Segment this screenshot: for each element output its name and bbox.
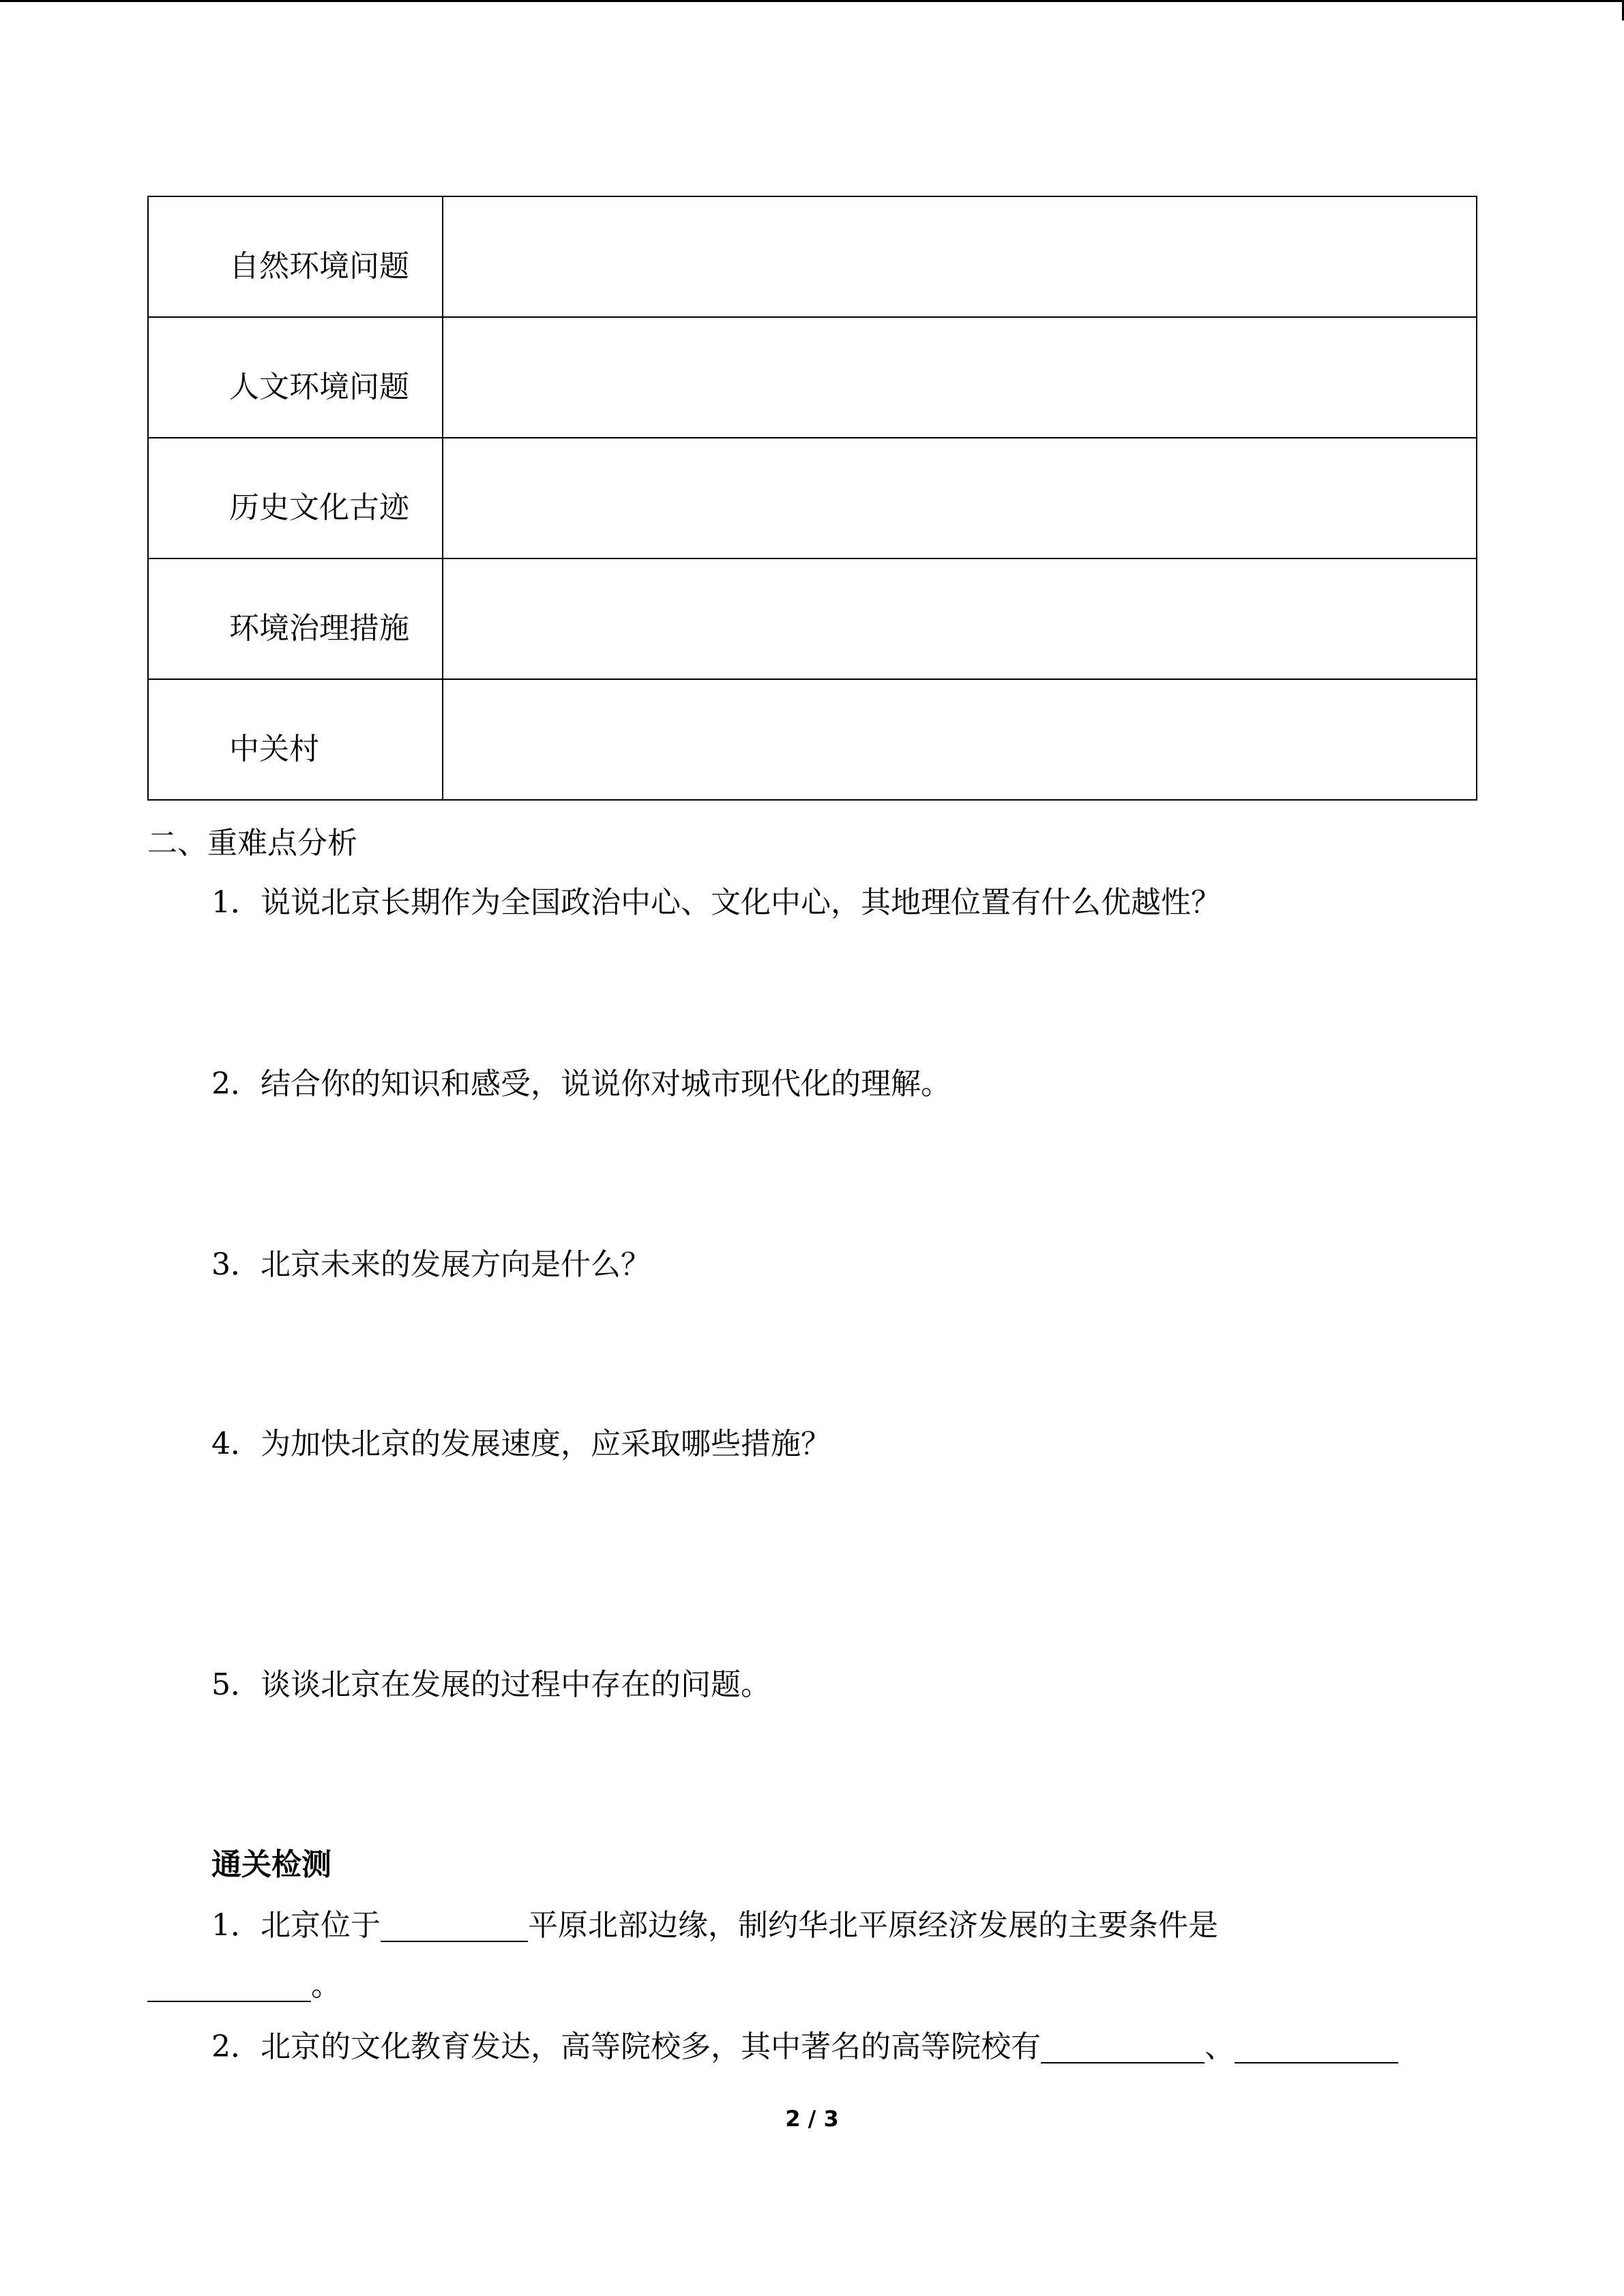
table-row — [148, 558, 1477, 679]
answer-cell[interactable] — [443, 558, 1477, 679]
analysis-question-2: 2．结合你的知识和感受，说说你对城市现代化的理解。 — [211, 1067, 951, 1101]
answer-field-environmental-measures[interactable] — [443, 559, 1476, 679]
question-text: 平原北部边缘，制约华北平原经济发展的主要条件是 — [528, 1908, 1218, 1943]
row-label: 环境治理措施 — [148, 558, 443, 679]
page-number: 2 / 3 — [785, 2106, 839, 2132]
question-text: 。 — [311, 1968, 341, 2003]
analysis-question-1: 1．说说北京长期作为全国政治中心、文化中心，其地理位置有什么优越性？ — [211, 885, 1221, 920]
checkpoint-question-1 — [211, 1908, 1218, 1943]
analysis-question-3: 3．北京未来的发展方向是什么？ — [211, 1247, 651, 1282]
checkpoint-question-1-continued — [147, 1968, 341, 2003]
analysis-question-4: 4．为加快北京的发展速度，应采取哪些措施？ — [211, 1427, 831, 1461]
answer-cell[interactable] — [443, 196, 1477, 317]
answer-field-zhongguancun[interactable] — [443, 680, 1476, 799]
analysis-question-5: 5．谈谈北京在发展的过程中存在的问题。 — [211, 1667, 771, 1702]
table-row — [148, 438, 1477, 558]
fill-blank-main-condition[interactable] — [147, 1971, 311, 2002]
answer-field-historic-sites[interactable] — [443, 438, 1476, 558]
answer-cell[interactable] — [443, 317, 1477, 438]
section-two-heading: 二、重难点分析 — [147, 826, 357, 861]
top-border-line — [0, 0, 1624, 2]
table-row — [148, 196, 1477, 317]
fill-blank-plain[interactable] — [381, 1911, 528, 1942]
checkpoint-question-2 — [211, 2029, 1398, 2064]
answer-cell[interactable] — [443, 438, 1477, 558]
row-label: 人文环境问题 — [148, 317, 443, 438]
answer-field-natural-environment[interactable] — [443, 197, 1476, 316]
table-row — [148, 317, 1477, 438]
row-label: 历史文化古迹 — [148, 438, 443, 558]
separator-text: 、 — [1205, 2029, 1235, 2064]
checkpoint-heading: 通关检测 — [211, 1847, 331, 1882]
question-text: 2．北京的文化教育发达，高等院校多，其中著名的高等院校有 — [211, 2029, 1041, 2064]
fill-blank-university-2[interactable] — [1235, 2032, 1398, 2063]
row-label: 自然环境问题 — [148, 196, 443, 317]
answer-cell[interactable] — [443, 679, 1477, 800]
table-row — [148, 679, 1477, 800]
fill-blank-university-1[interactable] — [1041, 2032, 1205, 2063]
row-label: 中关村 — [148, 679, 443, 800]
answer-field-human-environment[interactable] — [443, 318, 1476, 437]
question-text: 1．北京位于 — [211, 1908, 381, 1943]
info-table — [147, 196, 1477, 801]
